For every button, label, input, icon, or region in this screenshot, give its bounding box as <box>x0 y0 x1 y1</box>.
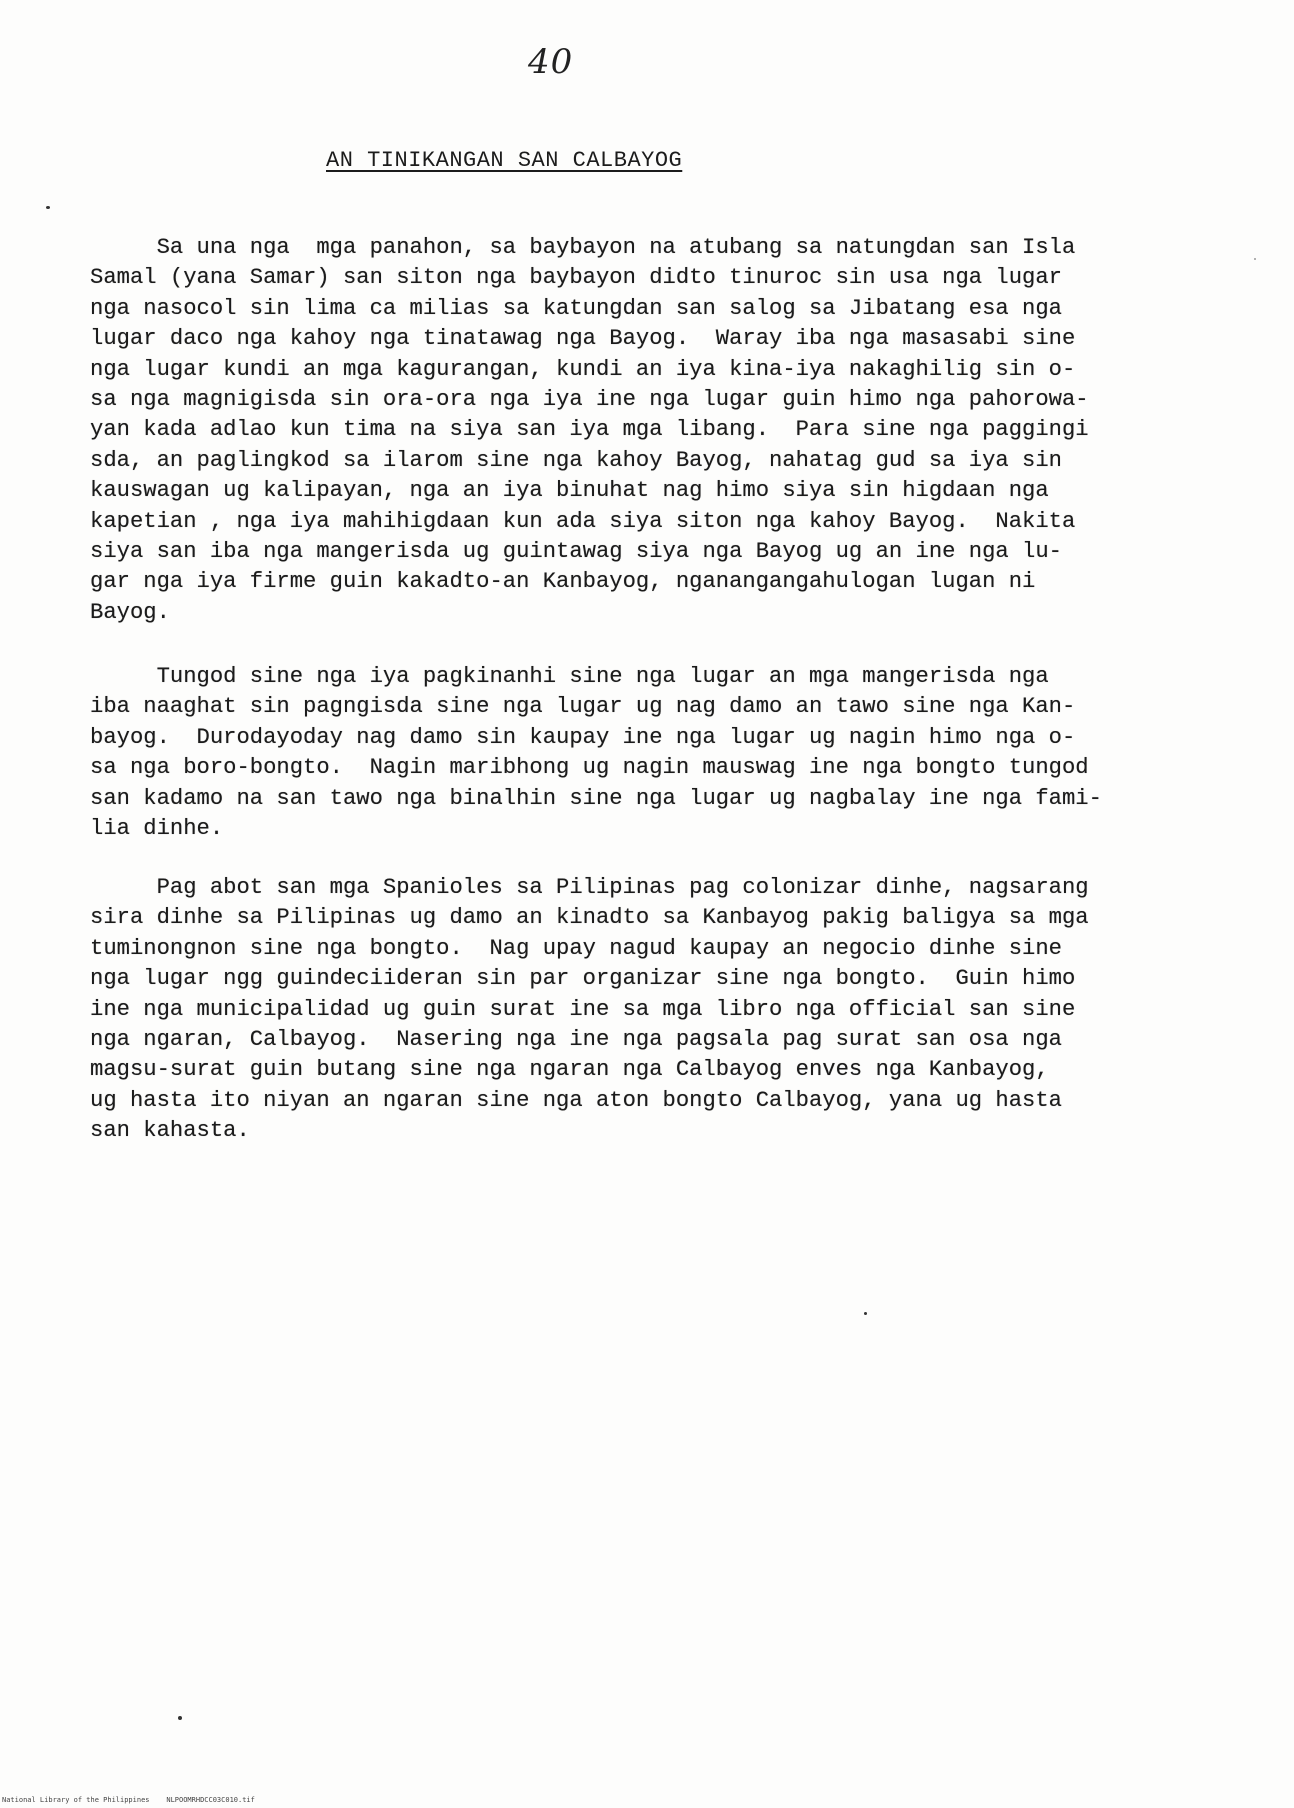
text-line: nga lugar ngg guindeciideran sin par organizar sine nga bongto. Guin himo <box>90 966 1076 992</box>
text-line: siya san iba nga mangerisda ug guintawag siya nga Bayog ug an ine nga lu- <box>90 538 1062 564</box>
text-line: san kadamo na san tawo nga binalhin sine nga lugar ug nagbalay ine nga fami- <box>90 785 1102 811</box>
text-line: Bayog. <box>90 599 170 625</box>
paragraph-3 <box>90 873 1230 1147</box>
text-line: gar nga iya firme guin kakadto-an Kanbayog, nganangangahulogan lugan ni <box>90 569 1036 595</box>
text-line: Sa una nga mga panahon, sa baybayon na atubang sa natungdan san Isla <box>90 235 1076 260</box>
text-line: Tungod sine nga iya pagkinanhi sine nga lugar an mga mangerisda nga <box>90 664 1049 689</box>
paragraph-2 <box>90 662 1230 844</box>
text-line: sira dinhe sa Pilipinas ug damo an kinadto sa Kanbayog pakig baligya sa mga <box>90 905 1089 931</box>
text-line: magsu-surat guin butang sine nga ngaran nga Calbayog enves nga Kanbayog, <box>90 1057 1049 1083</box>
text-line: san kahasta. <box>90 1118 250 1144</box>
paragraph-1 <box>90 233 1230 628</box>
text-line: sa nga boro-bongto. Nagin maribhong ug nagin mauswag ine nga bongto tungod <box>90 755 1089 781</box>
text-line: nga ngaran, Calbayog. Nasering nga ine nga pagsala pag surat san osa nga <box>90 1026 1062 1052</box>
text-line: kapetian , nga iya mahihigdaan kun ada siya siton nga kahoy Bayog. Nakita <box>90 508 1076 534</box>
text-line: yan kada adlao kun tima na siya san iya mga libang. Para sine nga paggingi <box>90 417 1089 443</box>
text-line: lugar daco nga kahoy nga tinatawag nga Bayog. Waray iba nga masasabi sine <box>90 326 1076 352</box>
scan-speck <box>178 1716 182 1720</box>
scan-speck <box>46 206 50 209</box>
text-line: sda, an paglingkod sa ilarom sine nga kahoy Bayog, nahatag gud sa iya sin <box>90 447 1062 473</box>
text-line: bayog. Durodayoday nag damo sin kaupay ine nga lugar ug nagin himo nga o- <box>90 724 1076 750</box>
scan-speck <box>1254 258 1256 260</box>
text-line: nga nasocol sin lima ca milias sa katungdan san salog sa Jibatang esa nga <box>90 295 1062 321</box>
archive-caption: National Library of the Philippines NLPOOMRHDCC03C010.tif <box>2 1796 255 1804</box>
text-line: lia dinhe. <box>90 815 224 841</box>
text-line: Pag abot san mga Spanioles sa Pilipinas pag colonizar dinhe, nagsarang <box>90 875 1089 900</box>
text-line: ine nga municipalidad ug guin surat ine sa mga libro nga official san sine <box>90 996 1076 1022</box>
text-line: iba naaghat sin pagngisda sine nga lugar ug nag damo an tawo sine nga Kan- <box>90 694 1076 720</box>
text-line: Samal (yana Samar) san siton nga baybayon didto tinuroc sin usa nga lugar <box>90 265 1062 291</box>
text-line: tuminongnon sine nga bongto. Nag upay nagud kaupay an negocio dinhe sine <box>90 935 1062 961</box>
scan-speck <box>864 1312 867 1315</box>
text-line: kauswagan ug kalipayan, nga an iya binuhat nag himo siya sin higdaan nga <box>90 478 1049 504</box>
document-title: AN TINIKANGAN SAN CALBAYOG <box>326 148 683 173</box>
text-line: ug hasta ito niyan an ngaran sine nga aton bongto Calbayog, yana ug hasta <box>90 1087 1062 1113</box>
page-number: 40 <box>528 42 574 82</box>
text-line: sa nga magnigisda sin ora-ora nga iya ine nga lugar guin himo nga pahorowa- <box>90 386 1089 412</box>
text-line: nga lugar kundi an mga kagurangan, kundi an iya kina-iya nakaghilig sin o- <box>90 356 1076 382</box>
